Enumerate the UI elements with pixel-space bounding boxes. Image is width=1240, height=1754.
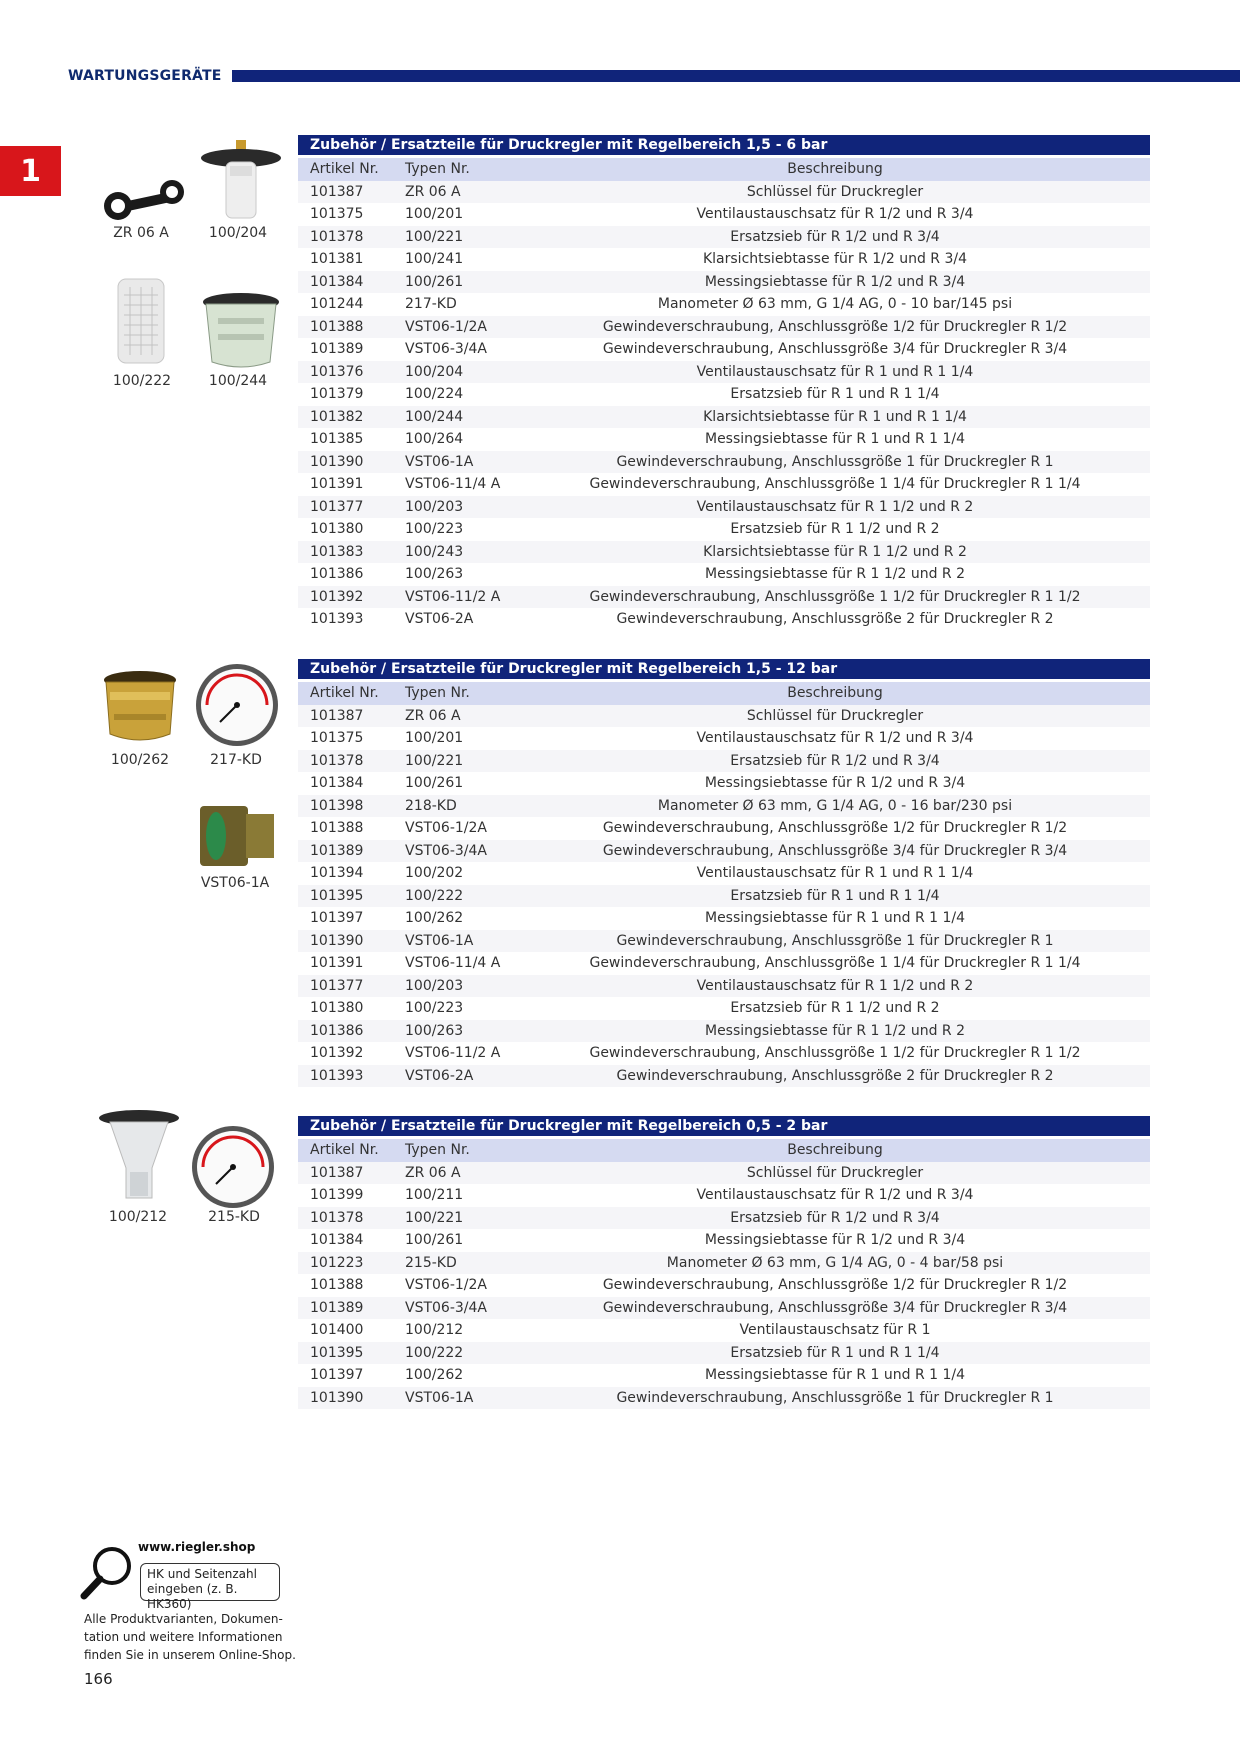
table-header-row bbox=[298, 1139, 1150, 1162]
caption-215-kd: 215-KD bbox=[208, 1209, 260, 1225]
table-row bbox=[298, 840, 1150, 863]
table-row bbox=[298, 1162, 1150, 1185]
beschreibung-cell: Messingsiebtasse für R 1 und R 1 1/4 bbox=[704, 1367, 966, 1383]
table-row bbox=[298, 705, 1150, 728]
info-line: Alle Produktvarianten, Dokumen- bbox=[84, 1612, 283, 1626]
artikel-nr-cell: 101385 bbox=[310, 431, 364, 447]
table-row bbox=[298, 248, 1150, 271]
typen-nr-cell: 100/222 bbox=[405, 887, 464, 904]
typen-nr-cell: 100/263 bbox=[405, 1022, 464, 1039]
beschreibung-cell: Schlüssel für Druckregler bbox=[746, 1164, 924, 1181]
parts-table-1-5-6-bar bbox=[298, 135, 1150, 631]
beschreibung-cell: Ventilaustauschsatz für R 1 und R 1 1/4 bbox=[696, 865, 974, 881]
table-row bbox=[298, 975, 1150, 998]
typen-nr-cell: VST06-3/4A bbox=[405, 1299, 487, 1316]
table-row bbox=[298, 271, 1150, 294]
beschreibung-cell: Messingsiebtasse für R 1/2 und R 3/4 bbox=[704, 273, 966, 290]
artikel-nr-cell: 101386 bbox=[310, 1022, 364, 1039]
table-title: Zubehör / Ersatzteile für Druckregler mit Regelbereich 1,5 - 6 bar bbox=[298, 135, 1150, 155]
typen-nr-cell: 100/241 bbox=[405, 251, 464, 267]
typen-nr-cell: 100/244 bbox=[405, 408, 464, 425]
typen-nr-cell: 100/221 bbox=[405, 228, 464, 245]
caption-zr06a: ZR 06 A bbox=[113, 225, 169, 241]
artikel-nr-cell: 101398 bbox=[310, 797, 364, 814]
table-row bbox=[298, 750, 1150, 773]
parts-table-0-5-2-bar bbox=[298, 1116, 1150, 1409]
typen-nr-cell: 100/261 bbox=[405, 273, 464, 290]
typen-nr-cell: 100/203 bbox=[405, 977, 464, 994]
beschreibung-cell: Messingsiebtasse für R 1 1/2 und R 2 bbox=[704, 566, 966, 582]
artikel-nr-cell: 101391 bbox=[310, 955, 364, 971]
table-title: Zubehör / Ersatzteile für Druckregler mit Regelbereich 1,5 - 12 bar bbox=[298, 659, 1150, 679]
beschreibung-cell: Ersatzsieb für R 1/2 und R 3/4 bbox=[730, 1209, 940, 1226]
table-row bbox=[298, 1207, 1150, 1230]
table-row bbox=[298, 1387, 1150, 1410]
typen-nr-cell: 100/201 bbox=[405, 206, 464, 222]
caption-100-222: 100/222 bbox=[112, 373, 172, 389]
table-row bbox=[298, 203, 1150, 226]
beschreibung-cell: Manometer Ø 63 mm, G 1/4 AG, 0 - 10 bar/145 psi bbox=[657, 296, 1013, 312]
table-row bbox=[298, 518, 1150, 541]
artikel-nr-cell: 101397 bbox=[310, 1367, 364, 1383]
table-row bbox=[298, 1342, 1150, 1365]
table-row bbox=[298, 817, 1150, 840]
table-row bbox=[298, 541, 1150, 564]
typen-nr-cell: 100/221 bbox=[405, 1209, 464, 1226]
beschreibung-cell: Gewindeverschraubung, Anschlussgröße 3/4 für Druckregler R 3/4 bbox=[602, 1299, 1068, 1316]
table-row bbox=[298, 1229, 1150, 1252]
artikel-nr-cell: 101400 bbox=[310, 1322, 364, 1338]
table-row bbox=[298, 586, 1150, 609]
typen-nr-cell: VST06-2A bbox=[405, 611, 474, 627]
table-row bbox=[298, 383, 1150, 406]
search-hint-line2: eingeben (z. B. HK360) bbox=[147, 1582, 238, 1611]
typen-nr-cell: 100/211 bbox=[405, 1187, 464, 1203]
beschreibung-cell: Ventilaustauschsatz für R 1/2 und R 3/4 bbox=[696, 206, 974, 222]
typen-nr-cell: VST06-1A bbox=[405, 1389, 474, 1406]
column-header-typen: Typen Nr. bbox=[405, 161, 470, 177]
typen-nr-cell: 100/201 bbox=[405, 730, 464, 746]
table-row bbox=[298, 862, 1150, 885]
typen-nr-cell: ZR 06 A bbox=[405, 1164, 461, 1181]
pressure-gauge-image-4bar bbox=[190, 1124, 276, 1210]
table-row bbox=[298, 1319, 1150, 1342]
typen-nr-cell: VST06-11/4 A bbox=[405, 476, 501, 492]
magnifier-icon bbox=[78, 1542, 138, 1602]
table-row bbox=[298, 1252, 1150, 1275]
beschreibung-cell: Ventilaustauschsatz für R 1/2 und R 3/4 bbox=[696, 1187, 974, 1203]
table-header-row bbox=[298, 158, 1150, 181]
table-row bbox=[298, 608, 1150, 631]
beschreibung-cell: Gewindeverschraubung, Anschlussgröße 2 für Druckregler R 2 bbox=[616, 1067, 1054, 1084]
beschreibung-cell: Ventilaustauschsatz für R 1 1/2 und R 2 bbox=[696, 498, 974, 515]
valve-insert-image bbox=[196, 136, 286, 228]
artikel-nr-cell: 101377 bbox=[310, 498, 364, 515]
typen-nr-cell: ZR 06 A bbox=[405, 707, 461, 724]
header-title: WARTUNGSGERÄTE bbox=[68, 68, 222, 84]
artikel-nr-cell: 101389 bbox=[310, 1299, 364, 1316]
artikel-nr-cell: 101387 bbox=[310, 1164, 364, 1181]
artikel-nr-cell: 101399 bbox=[310, 1187, 364, 1203]
beschreibung-cell: Gewindeverschraubung, Anschlussgröße 1 1/4 für Druckregler R 1 1/4 bbox=[589, 955, 1081, 971]
table-row bbox=[298, 907, 1150, 930]
artikel-nr-cell: 101392 bbox=[310, 588, 364, 605]
typen-nr-cell: 100/262 bbox=[405, 1367, 464, 1383]
table-row bbox=[298, 727, 1150, 750]
typen-nr-cell: VST06-1/2A bbox=[405, 318, 487, 335]
artikel-nr-cell: 101386 bbox=[310, 566, 364, 582]
artikel-nr-cell: 101377 bbox=[310, 977, 364, 994]
column-header-typen: Typen Nr. bbox=[405, 1142, 470, 1158]
typen-nr-cell: 217-KD bbox=[405, 296, 457, 312]
shop-url[interactable]: www.riegler.shop bbox=[138, 1540, 256, 1554]
column-header-artikel: Artikel Nr. bbox=[310, 685, 379, 701]
beschreibung-cell: Ersatzsieb für R 1 und R 1 1/4 bbox=[730, 1344, 940, 1361]
table-row bbox=[298, 772, 1150, 795]
beschreibung-cell: Ventilaustauschsatz für R 1 bbox=[739, 1322, 931, 1338]
typen-nr-cell: VST06-11/2 A bbox=[405, 588, 501, 605]
table-row bbox=[298, 338, 1150, 361]
column-header-typen: Typen Nr. bbox=[405, 685, 470, 701]
typen-nr-cell: VST06-1A bbox=[405, 453, 474, 470]
search-hint-line1: HK und Seitenzahl bbox=[147, 1567, 257, 1581]
table-row bbox=[298, 997, 1150, 1020]
typen-nr-cell: 100/221 bbox=[405, 752, 464, 769]
beschreibung-cell: Ventilaustauschsatz für R 1 und R 1 1/4 bbox=[696, 363, 974, 380]
shop-info-text bbox=[84, 1610, 304, 1664]
beschreibung-cell: Messingsiebtasse für R 1/2 und R 3/4 bbox=[704, 1232, 966, 1248]
typen-nr-cell: VST06-2A bbox=[405, 1067, 474, 1084]
typen-nr-cell: 100/262 bbox=[405, 910, 464, 926]
typen-nr-cell: 218-KD bbox=[405, 797, 457, 814]
beschreibung-cell: Gewindeverschraubung, Anschlussgröße 1/2 für Druckregler R 1/2 bbox=[602, 318, 1068, 335]
caption-100-204: 100/204 bbox=[208, 225, 268, 241]
typen-nr-cell: 100/212 bbox=[405, 1322, 464, 1338]
wrench-key-image bbox=[98, 170, 188, 230]
table-row bbox=[298, 1020, 1150, 1043]
table-row bbox=[298, 1364, 1150, 1387]
beschreibung-cell: Messingsiebtasse für R 1/2 und R 3/4 bbox=[704, 775, 966, 791]
table-row bbox=[298, 563, 1150, 586]
artikel-nr-cell: 101384 bbox=[310, 775, 364, 791]
beschreibung-cell: Ersatzsieb für R 1 und R 1 1/4 bbox=[730, 386, 940, 402]
artikel-nr-cell: 101387 bbox=[310, 183, 364, 200]
beschreibung-cell: Ersatzsieb für R 1/2 und R 3/4 bbox=[730, 752, 940, 769]
artikel-nr-cell: 101397 bbox=[310, 910, 364, 926]
artikel-nr-cell: 101378 bbox=[310, 228, 364, 245]
beschreibung-cell: Gewindeverschraubung, Anschlussgröße 1 für Druckregler R 1 bbox=[616, 932, 1054, 949]
artikel-nr-cell: 101376 bbox=[310, 363, 364, 380]
beschreibung-cell: Gewindeverschraubung, Anschlussgröße 1 1/2 für Druckregler R 1 1/2 bbox=[589, 588, 1081, 605]
artikel-nr-cell: 101391 bbox=[310, 476, 364, 492]
shop-search-hint bbox=[140, 1563, 280, 1611]
beschreibung-cell: Manometer Ø 63 mm, G 1/4 AG, 0 - 16 bar/230 psi bbox=[657, 797, 1013, 814]
table-row bbox=[298, 930, 1150, 953]
caption-217-kd: 217-KD bbox=[210, 752, 262, 768]
beschreibung-cell: Messingsiebtasse für R 1 und R 1 1/4 bbox=[704, 431, 966, 447]
beschreibung-cell: Gewindeverschraubung, Anschlussgröße 1 für Druckregler R 1 bbox=[616, 453, 1054, 470]
artikel-nr-cell: 101375 bbox=[310, 206, 364, 222]
typen-nr-cell: 100/224 bbox=[405, 386, 464, 402]
beschreibung-cell: Ersatzsieb für R 1 1/2 und R 2 bbox=[730, 1000, 940, 1016]
column-header-artikel: Artikel Nr. bbox=[310, 1142, 379, 1158]
artikel-nr-cell: 101378 bbox=[310, 752, 364, 769]
caption-100-212: 100/212 bbox=[108, 1209, 168, 1225]
beschreibung-cell: Messingsiebtasse für R 1 und R 1 1/4 bbox=[704, 910, 966, 926]
clear-bowl-image bbox=[196, 290, 286, 372]
table-title: Zubehör / Ersatzteile für Druckregler mit Regelbereich 0,5 - 2 bar bbox=[298, 1116, 1150, 1136]
page-number: 166 bbox=[84, 1670, 113, 1688]
beschreibung-cell: Ventilaustauschsatz für R 1/2 und R 3/4 bbox=[696, 730, 974, 746]
typen-nr-cell: 100/243 bbox=[405, 543, 464, 560]
table-row bbox=[298, 316, 1150, 339]
beschreibung-cell: Gewindeverschraubung, Anschlussgröße 2 für Druckregler R 2 bbox=[616, 611, 1054, 627]
artikel-nr-cell: 101383 bbox=[310, 543, 364, 560]
table-row bbox=[298, 293, 1150, 316]
caption-100-244: 100/244 bbox=[208, 373, 268, 389]
chapter-badge: 1 bbox=[0, 146, 61, 196]
pressure-gauge-image-16bar bbox=[194, 662, 280, 748]
table-row bbox=[298, 1065, 1150, 1088]
table-row bbox=[298, 226, 1150, 249]
artikel-nr-cell: 101379 bbox=[310, 386, 364, 402]
artikel-nr-cell: 101223 bbox=[310, 1254, 364, 1271]
typen-nr-cell: VST06-1/2A bbox=[405, 1277, 487, 1293]
brass-bowl-image bbox=[100, 668, 180, 748]
table-row bbox=[298, 952, 1150, 975]
artikel-nr-cell: 101389 bbox=[310, 341, 364, 357]
typen-nr-cell: ZR 06 A bbox=[405, 183, 461, 200]
typen-nr-cell: 100/203 bbox=[405, 498, 464, 515]
beschreibung-cell: Ersatzsieb für R 1/2 und R 3/4 bbox=[730, 228, 940, 245]
beschreibung-cell: Schlüssel für Druckregler bbox=[746, 707, 924, 724]
table-row bbox=[298, 1297, 1150, 1320]
beschreibung-cell: Ventilaustauschsatz für R 1 1/2 und R 2 bbox=[696, 977, 974, 994]
table-row bbox=[298, 1042, 1150, 1065]
table-row bbox=[298, 406, 1150, 429]
artikel-nr-cell: 101395 bbox=[310, 1344, 364, 1361]
table-row bbox=[298, 473, 1150, 496]
beschreibung-cell: Klarsichtsiebtasse für R 1 1/2 und R 2 bbox=[703, 543, 967, 560]
typen-nr-cell: 100/223 bbox=[405, 521, 464, 537]
artikel-nr-cell: 101390 bbox=[310, 932, 364, 949]
typen-nr-cell: VST06-3/4A bbox=[405, 341, 487, 357]
thread-fitting-image bbox=[196, 800, 278, 872]
valve-insert-image-212 bbox=[96, 1108, 182, 1208]
typen-nr-cell: VST06-1/2A bbox=[405, 820, 487, 836]
typen-nr-cell: 100/222 bbox=[405, 1344, 464, 1361]
beschreibung-cell: Manometer Ø 63 mm, G 1/4 AG, 0 - 4 bar/58 psi bbox=[666, 1254, 1004, 1271]
filter-sieve-image bbox=[112, 275, 170, 367]
artikel-nr-cell: 101388 bbox=[310, 820, 364, 836]
artikel-nr-cell: 101380 bbox=[310, 1000, 364, 1016]
beschreibung-cell: Gewindeverschraubung, Anschlussgröße 3/4 für Druckregler R 3/4 bbox=[602, 842, 1068, 859]
typen-nr-cell: VST06-1A bbox=[405, 932, 474, 949]
beschreibung-cell: Gewindeverschraubung, Anschlussgröße 1 1/4 für Druckregler R 1 1/4 bbox=[589, 476, 1081, 492]
artikel-nr-cell: 101384 bbox=[310, 1232, 364, 1248]
beschreibung-cell: Gewindeverschraubung, Anschlussgröße 1/2 für Druckregler R 1/2 bbox=[602, 820, 1068, 836]
table-row bbox=[298, 451, 1150, 474]
artikel-nr-cell: 101378 bbox=[310, 1209, 364, 1226]
header-bar bbox=[232, 70, 1240, 82]
typen-nr-cell: 100/204 bbox=[405, 363, 464, 380]
info-line: tation und weitere Informationen bbox=[84, 1630, 283, 1644]
table-row bbox=[298, 885, 1150, 908]
artikel-nr-cell: 101394 bbox=[310, 865, 364, 881]
typen-nr-cell: 100/202 bbox=[405, 865, 464, 881]
artikel-nr-cell: 101384 bbox=[310, 273, 364, 290]
table-row bbox=[298, 361, 1150, 384]
table-row bbox=[298, 496, 1150, 519]
artikel-nr-cell: 101393 bbox=[310, 1067, 364, 1084]
beschreibung-cell: Schlüssel für Druckregler bbox=[746, 183, 924, 200]
beschreibung-cell: Ersatzsieb für R 1 und R 1 1/4 bbox=[730, 887, 940, 904]
artikel-nr-cell: 101390 bbox=[310, 1389, 364, 1406]
typen-nr-cell: VST06-11/4 A bbox=[405, 955, 501, 971]
beschreibung-cell: Klarsichtsiebtasse für R 1 und R 1 1/4 bbox=[703, 408, 967, 425]
typen-nr-cell: 100/263 bbox=[405, 566, 464, 582]
table-header-row bbox=[298, 682, 1150, 705]
caption-100-262: 100/262 bbox=[110, 752, 170, 768]
column-header-beschreibung: Beschreibung bbox=[787, 161, 883, 177]
column-header-beschreibung: Beschreibung bbox=[787, 1142, 883, 1158]
artikel-nr-cell: 101388 bbox=[310, 1277, 364, 1293]
typen-nr-cell: VST06-3/4A bbox=[405, 842, 487, 859]
artikel-nr-cell: 101380 bbox=[310, 521, 364, 537]
beschreibung-cell: Messingsiebtasse für R 1 1/2 und R 2 bbox=[704, 1022, 966, 1039]
artikel-nr-cell: 101389 bbox=[310, 842, 364, 859]
table-row bbox=[298, 1274, 1150, 1297]
beschreibung-cell: Gewindeverschraubung, Anschlussgröße 1 für Druckregler R 1 bbox=[616, 1389, 1054, 1406]
beschreibung-cell: Gewindeverschraubung, Anschlussgröße 1/2 für Druckregler R 1/2 bbox=[602, 1277, 1068, 1293]
beschreibung-cell: Gewindeverschraubung, Anschlussgröße 1 1/2 für Druckregler R 1 1/2 bbox=[589, 1045, 1081, 1061]
artikel-nr-cell: 101382 bbox=[310, 408, 364, 425]
typen-nr-cell: VST06-11/2 A bbox=[405, 1045, 501, 1061]
artikel-nr-cell: 101388 bbox=[310, 318, 364, 335]
typen-nr-cell: 100/223 bbox=[405, 1000, 464, 1016]
table-row bbox=[298, 181, 1150, 204]
artikel-nr-cell: 101395 bbox=[310, 887, 364, 904]
artikel-nr-cell: 101244 bbox=[310, 296, 364, 312]
beschreibung-cell: Klarsichtsiebtasse für R 1/2 und R 3/4 bbox=[702, 251, 967, 267]
caption-vst06-1a: VST06-1A bbox=[200, 875, 270, 891]
info-line: finden Sie in unserem Online-Shop. bbox=[84, 1648, 296, 1662]
artikel-nr-cell: 101390 bbox=[310, 453, 364, 470]
table-row bbox=[298, 795, 1150, 818]
beschreibung-cell: Ersatzsieb für R 1 1/2 und R 2 bbox=[730, 521, 940, 537]
typen-nr-cell: 100/264 bbox=[405, 431, 464, 447]
artikel-nr-cell: 101387 bbox=[310, 707, 364, 724]
column-header-artikel: Artikel Nr. bbox=[310, 161, 379, 177]
artikel-nr-cell: 101392 bbox=[310, 1045, 364, 1061]
typen-nr-cell: 100/261 bbox=[405, 775, 464, 791]
column-header-beschreibung: Beschreibung bbox=[787, 685, 883, 701]
artikel-nr-cell: 101393 bbox=[310, 611, 364, 627]
artikel-nr-cell: 101381 bbox=[310, 251, 364, 267]
typen-nr-cell: 215-KD bbox=[405, 1254, 457, 1271]
beschreibung-cell: Gewindeverschraubung, Anschlussgröße 3/4 für Druckregler R 3/4 bbox=[602, 341, 1068, 357]
parts-table-1-5-12-bar bbox=[298, 659, 1150, 1087]
table-row bbox=[298, 428, 1150, 451]
typen-nr-cell: 100/261 bbox=[405, 1232, 464, 1248]
artikel-nr-cell: 101375 bbox=[310, 730, 364, 746]
table-row bbox=[298, 1184, 1150, 1207]
